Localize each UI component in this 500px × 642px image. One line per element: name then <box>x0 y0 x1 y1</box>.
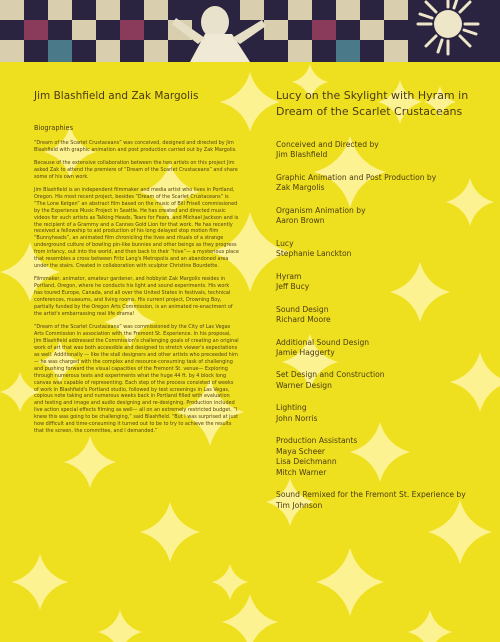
credit-name: Mitch Warner <box>276 467 327 477</box>
bio-paragraph: “Dream of the Scarlet Crustaceans” was commissioned by the City of Las Vegas Arts Commission in association with the Fremont St. Experience. In his proposal, Jim Blashfield addressed the Commission's challenging goals of creating an original work of art that was both accessible and designed to stretch viewer's expectations as well. Additionally — like the stall designers and other artists who preceeded him— he was charged with the complex and resource-consuming task of challenging and pushing forward the visual capacities of the Fremont St. venue— Exploring through numerous tests and experiments what the huge 44 ft. by 4 block long canvas was capable of representing. Each step of the process consisted of weeks of work in Blashfield's Portland studio, followed by test screenings in Las Vegas, copious note taking and numerous weeks back in Portland filled with evaluation and testing and image and audio designing and re-designing. Production included live action special effects filming as well— all on an extremely restricted budget. “I knew this was going to be challenging,” said Blashfield. “But I was surprised at just how difficult and time-consuming it turned out to be to try to achieve the results that the screen, the committee, and I demanded.” <box>34 323 239 435</box>
credit-entry <box>276 403 481 424</box>
bio-paragraph: “Dream of the Scarlet Crustaceans” was conceived, designed and directed by Jim Blashfield with graphic animation and post production carried out by Zak Margolis. <box>34 140 237 153</box>
credits-title: Lucy on the Skylight with Hyram in Dream of the Scarlet Crustaceans <box>276 89 469 118</box>
bio-paragraph: Because of the extensive collaboration between the two artists on this project Jim asked Zak to attend the premiere of “Dream of the Scarlet Crustaceans” and share some of his own work. <box>34 159 238 180</box>
credit-role: Sound Design <box>276 304 329 314</box>
credit-role: Lighting <box>276 403 307 413</box>
credit-name: Lisa Deichmann <box>276 457 337 467</box>
header-banner <box>0 0 500 62</box>
credit-entry <box>276 239 481 260</box>
credit-role: Additional Sound Design <box>276 337 370 347</box>
credit-role: Set Design and Construction <box>276 370 385 380</box>
left-heading: Jim Blashfield and Zak Margolis <box>34 90 199 102</box>
credit-entry <box>276 305 481 326</box>
credit-entry <box>276 338 481 359</box>
credit-role: Lucy <box>276 238 294 248</box>
star-shape <box>98 610 142 642</box>
credit-entry <box>276 490 481 511</box>
credit-role: Sound Remixed for the Fremont St. Experience by Tim Johnson <box>276 490 466 510</box>
credit-name: Jamie Haggerty <box>276 347 335 357</box>
credit-entry <box>276 370 481 391</box>
credit-entry <box>276 173 481 194</box>
star-shape <box>316 548 384 616</box>
credit-name: Aaron Brown <box>276 216 325 226</box>
credit-entry <box>276 272 481 293</box>
credits-column <box>276 88 481 523</box>
content-page <box>0 62 500 642</box>
credit-name: Zak Margolis <box>276 183 325 193</box>
credit-entry <box>276 206 481 227</box>
credit-role: Hyram <box>276 271 302 281</box>
star-shape <box>222 594 278 642</box>
star-shape <box>212 564 248 600</box>
bio-paragraph: Filmmaker, animator, amateur gardener, and hobbyist Zak Margolis resides in Portland, Oregon, where he conducts his light and sound experiments. His work has toured Europe, Canada, and all over the United States in festivals, technical conferences, museums, and living rooms. His current project, Drowning Boy, partially funded by the Oregon Arts Commission, is an animated re-enactment of the artist's embarrassing real life drama! <box>34 276 233 317</box>
credit-role: Conceived and Directed by <box>276 139 379 149</box>
star-shape <box>64 436 116 488</box>
credit-name: Jim Blashfield <box>276 150 328 160</box>
credit-name: Warner Design <box>276 380 332 390</box>
credit-entry <box>276 436 481 478</box>
star-shape <box>140 502 200 562</box>
star-shape <box>12 554 68 610</box>
sun-icon <box>418 0 478 54</box>
credit-entry <box>276 140 481 161</box>
credit-name: Jeff Bucy <box>276 282 310 292</box>
credit-name: John Norris <box>276 413 318 423</box>
credit-name: Richard Moore <box>276 315 331 325</box>
biographies-subheading: Biographies <box>34 124 74 132</box>
credit-role: Production Assistants <box>276 436 358 446</box>
biographies-column <box>34 90 239 441</box>
bio-paragraph: Jim Blashfield is an independent filmmaker and media artist who lives in Portland, Oregon. His most recent project, besides “Dream of the Scarlet Crustaceans” is “The Lone Ketgen” an abstract film based on the music of Bill Frisell commissioned by the Experience Music Project in Seattle. He has created and directed music videos for such artists as Talking Heads, Tears for Fears, and Michael Jackson and is the recipient of a Grammy and a Cannes Gold Lion for that work. He has recently received a fellowship to aid production of his long delayed stop motion film “Bunnyheads”, an animated film chronicling the lives and rituals of a strange underground culture of bowling pin-like bunnies and other beings as they progress from infancy, out into the world, and then back to their “hive”— a mysterious place that resembles a cross between Fritz Lang's Metropolis and an abandoned area under the stairs. Created in collaboration with sculptor Christine Bourdette. <box>34 186 239 270</box>
credit-name: Stephanie Lanckton <box>276 249 352 259</box>
credit-role: Organism Animation by <box>276 205 366 215</box>
banner-artwork <box>0 0 500 62</box>
star-shape <box>408 610 452 642</box>
credit-name: Maya Scheer <box>276 446 326 456</box>
credit-role: Graphic Animation and Post Production by <box>276 172 437 182</box>
